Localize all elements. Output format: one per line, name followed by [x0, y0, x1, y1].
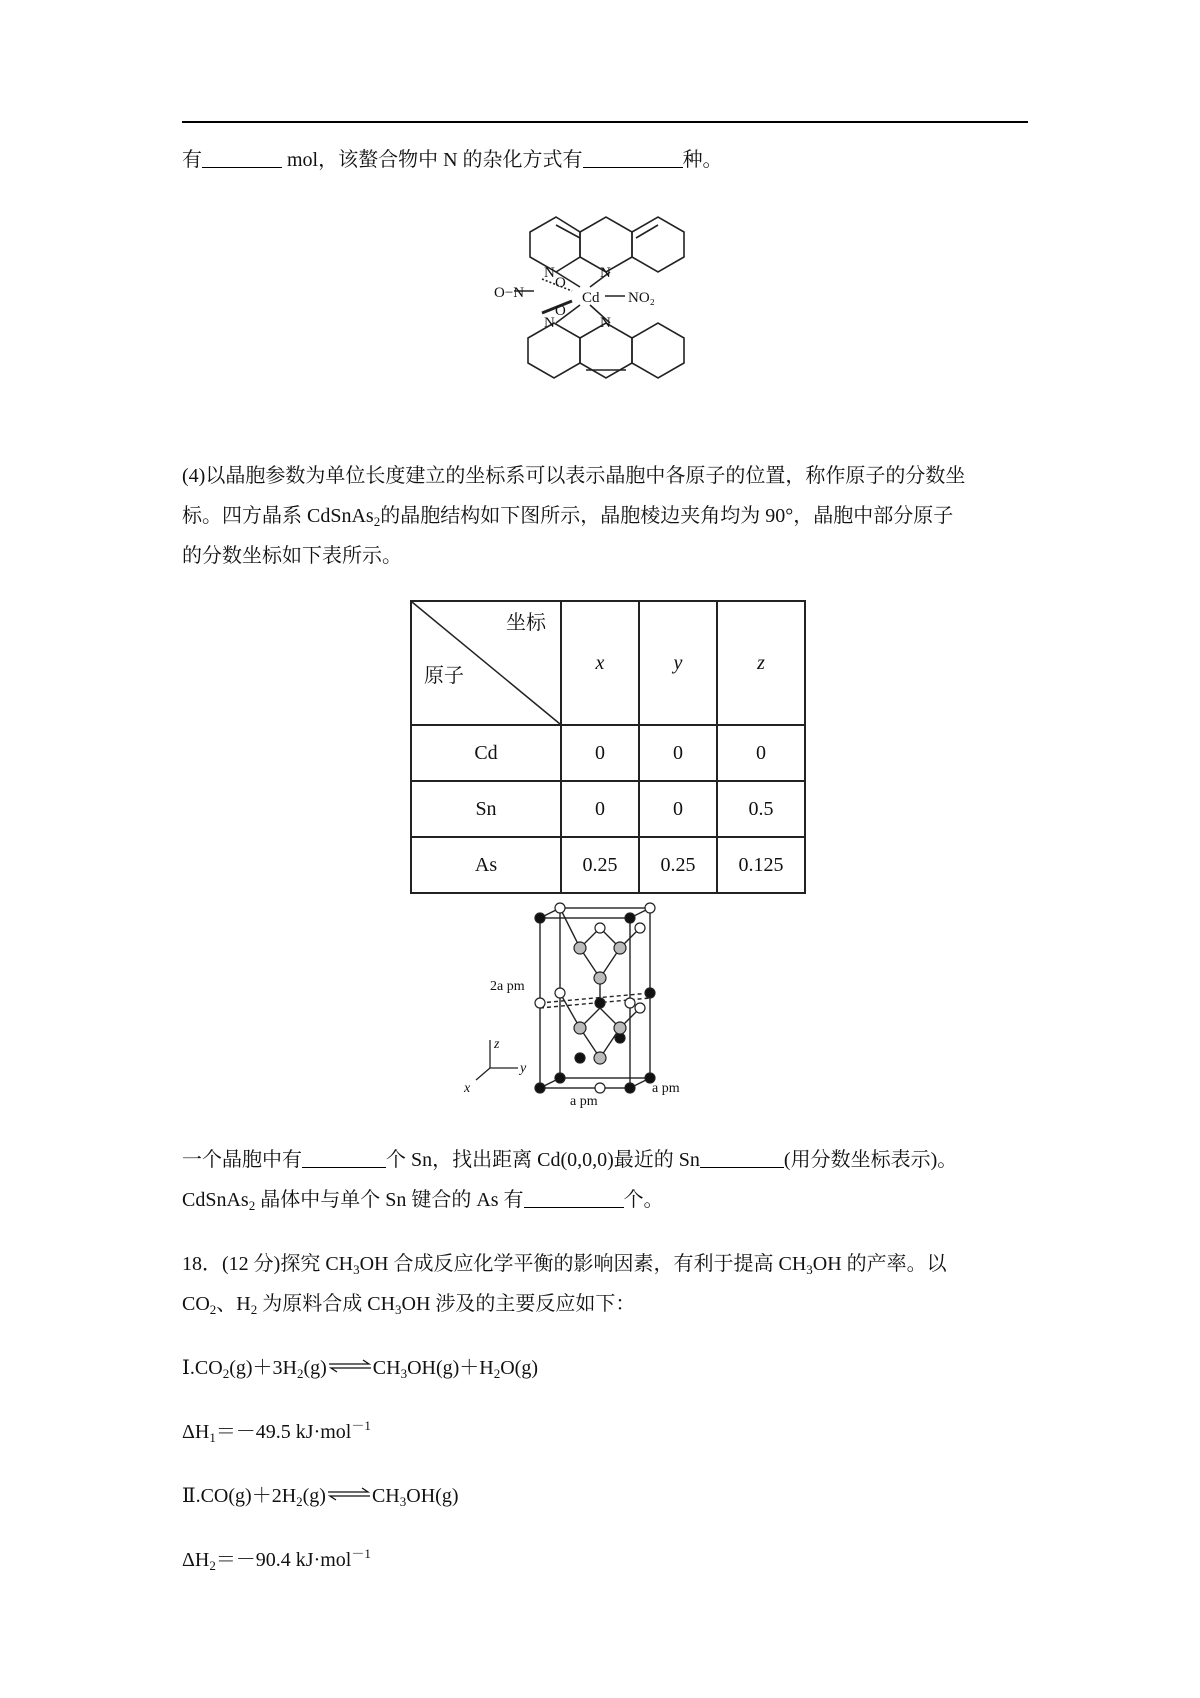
- atom-label-cd: Cd: [582, 290, 600, 306]
- text-segment: 18．(12 分)探究 CH: [182, 1253, 354, 1275]
- question-3-tail: [182, 146, 723, 174]
- table-row: [411, 725, 805, 781]
- text-segment: ΔH: [182, 1549, 210, 1571]
- enthalpy-1: [182, 1418, 371, 1446]
- question-4-line2: [182, 502, 953, 530]
- subscript: 3: [399, 1494, 407, 1509]
- answer-blank[interactable]: [202, 149, 282, 168]
- superscript: －1: [351, 1546, 371, 1561]
- text-segment: 个。: [623, 1189, 664, 1211]
- text-segment: ＝－90.4 kJ·mol: [215, 1549, 352, 1571]
- equilibrium-arrow-icon: [326, 1487, 372, 1501]
- chelate-structure-figure: [494, 205, 710, 405]
- text-segment: OH 涉及的主要反应如下：: [401, 1293, 636, 1315]
- crystal-cell-figure: [464, 900, 730, 1110]
- text-segment: OH(g)＋H: [407, 1357, 494, 1379]
- atom-label-n: N: [544, 315, 555, 331]
- reaction-1: [182, 1354, 538, 1382]
- header-x: x: [595, 651, 605, 674]
- text-segment: (用分数坐标表示)。: [783, 1149, 958, 1171]
- text-segment: mol，该螯合物中 N 的杂化方式有: [282, 149, 583, 171]
- subscript: 2: [296, 1494, 303, 1509]
- table-row: [411, 837, 805, 893]
- table-cell: 0.25: [639, 837, 717, 893]
- table-cell: 0.25: [561, 837, 639, 893]
- table-row: [411, 781, 805, 837]
- ring-lower-left: [528, 323, 580, 378]
- answer-blank[interactable]: [302, 1149, 386, 1168]
- equilibrium-arrow-icon: [327, 1359, 373, 1373]
- subscript: 2: [373, 514, 381, 529]
- table-cell: 0: [561, 781, 639, 837]
- text-segment: 种。: [682, 149, 723, 171]
- axis-label-z: z: [494, 1037, 500, 1052]
- ring-upper-center: [580, 217, 632, 272]
- atom-label-o: O: [555, 303, 566, 319]
- text-segment: CH: [372, 1357, 401, 1379]
- subscript: 2: [250, 1302, 258, 1317]
- axis-label-y: y: [520, 1061, 527, 1076]
- atom-label-n: N: [600, 315, 611, 331]
- text-segment: OH 合成反应化学平衡的影响因素，有利于提高 CH: [359, 1253, 807, 1275]
- table-cell: 0: [639, 725, 717, 781]
- atom-label-o: O: [555, 275, 566, 291]
- text-segment: (g)＋3H: [229, 1357, 297, 1379]
- table-cell: 0.125: [717, 837, 805, 893]
- dimension-label-right: a pm: [652, 1081, 680, 1096]
- table-cell: 0: [639, 781, 717, 837]
- question-4-line1: (4)以晶胞参数为单位长度建立的坐标系可以表示晶胞中各原子的位置，称作原子的分数坐: [182, 465, 966, 487]
- subscript: 3: [806, 1262, 813, 1277]
- ring-upper-left: [530, 217, 580, 272]
- atom-label-no2: NO₂: [628, 290, 655, 306]
- answer-blank[interactable]: [524, 1189, 624, 1208]
- header-z: z: [757, 651, 765, 674]
- subscript: 2: [209, 1302, 217, 1317]
- text-segment: (g): [303, 1357, 327, 1379]
- question-4-answer-line2: [182, 1186, 664, 1214]
- table-corner-cell: [411, 601, 561, 725]
- text-segment: OH(g): [406, 1485, 459, 1507]
- subscript: 3: [395, 1302, 402, 1317]
- answer-blank[interactable]: [700, 1149, 784, 1168]
- atom-label-n: N: [544, 265, 555, 281]
- fractional-coordinates-table: [410, 600, 806, 894]
- header-coord-label: 坐标: [506, 612, 546, 634]
- subscript: 2: [222, 1366, 230, 1381]
- subscript: 2: [296, 1366, 304, 1381]
- table-header-cell: [639, 601, 717, 725]
- table-cell-atom: Sn: [411, 781, 561, 837]
- ring-lower-right: [632, 323, 684, 378]
- subscript: 1: [209, 1430, 216, 1445]
- header-y: y: [673, 651, 683, 674]
- text-segment: 一个晶胞中有: [182, 1149, 302, 1171]
- text-segment: CO: [182, 1293, 210, 1315]
- subscript: 3: [400, 1366, 408, 1381]
- text-segment: OH 的产率。以: [812, 1253, 947, 1275]
- subscript: 3: [353, 1262, 360, 1277]
- dimension-label-bottom: a pm: [570, 1094, 598, 1109]
- text-segment: 、H: [216, 1293, 251, 1315]
- text-segment: 标。四方晶系 CdSnAs: [182, 505, 374, 527]
- question-4-answer-line1: [182, 1146, 957, 1174]
- text-segment: ΔH: [182, 1421, 210, 1443]
- text-segment: 的晶胞结构如下图所示，晶胞棱边夹角均为 90°，晶胞中部分原子: [380, 505, 954, 527]
- text-segment: 为原料合成 CH: [257, 1293, 396, 1315]
- table-header-row: [411, 601, 805, 725]
- text-segment: Ⅱ.CO(g)＋2H: [182, 1485, 297, 1507]
- subscript: 2: [493, 1366, 501, 1381]
- table-header-cell: [561, 601, 639, 725]
- question-18-line1: [182, 1250, 947, 1278]
- axis-label-x: x: [464, 1081, 471, 1096]
- text-segment: Ⅰ.CO: [182, 1357, 223, 1379]
- table-cell-atom: Cd: [411, 725, 561, 781]
- text-segment: 晶体中与单个 Sn 键合的 As 有: [255, 1189, 524, 1211]
- enthalpy-2: [182, 1546, 371, 1574]
- atom-label-on: O−N: [494, 285, 525, 301]
- subscript: 2: [248, 1198, 256, 1213]
- table-cell: 0: [717, 725, 805, 781]
- subscript: 2: [209, 1558, 216, 1573]
- answer-blank[interactable]: [583, 149, 683, 168]
- header-rule: [182, 121, 1028, 123]
- question-18-line2: [182, 1290, 635, 1318]
- question-4-line3: 的分数坐标如下表所示。: [182, 545, 402, 567]
- dimension-label-height: 2a pm: [490, 979, 525, 994]
- text-segment: ＝－49.5 kJ·mol: [215, 1421, 352, 1443]
- table-cell-atom: As: [411, 837, 561, 893]
- text-segment: 有: [182, 149, 202, 171]
- reaction-2: [182, 1482, 458, 1510]
- header-atom-label: 原子: [424, 665, 464, 687]
- table-header-cell: [717, 601, 805, 725]
- text-segment: (g): [302, 1485, 326, 1507]
- table-cell: 0.5: [717, 781, 805, 837]
- text-segment: O(g): [500, 1357, 538, 1379]
- text-segment: CH: [371, 1485, 400, 1507]
- text-segment: CdSnAs: [182, 1189, 249, 1211]
- text-segment: 个 Sn，找出距离 Cd(0,0,0)最近的 Sn: [386, 1149, 700, 1171]
- superscript: －1: [351, 1418, 371, 1433]
- table-cell: 0: [561, 725, 639, 781]
- atom-label-n: N: [600, 265, 611, 281]
